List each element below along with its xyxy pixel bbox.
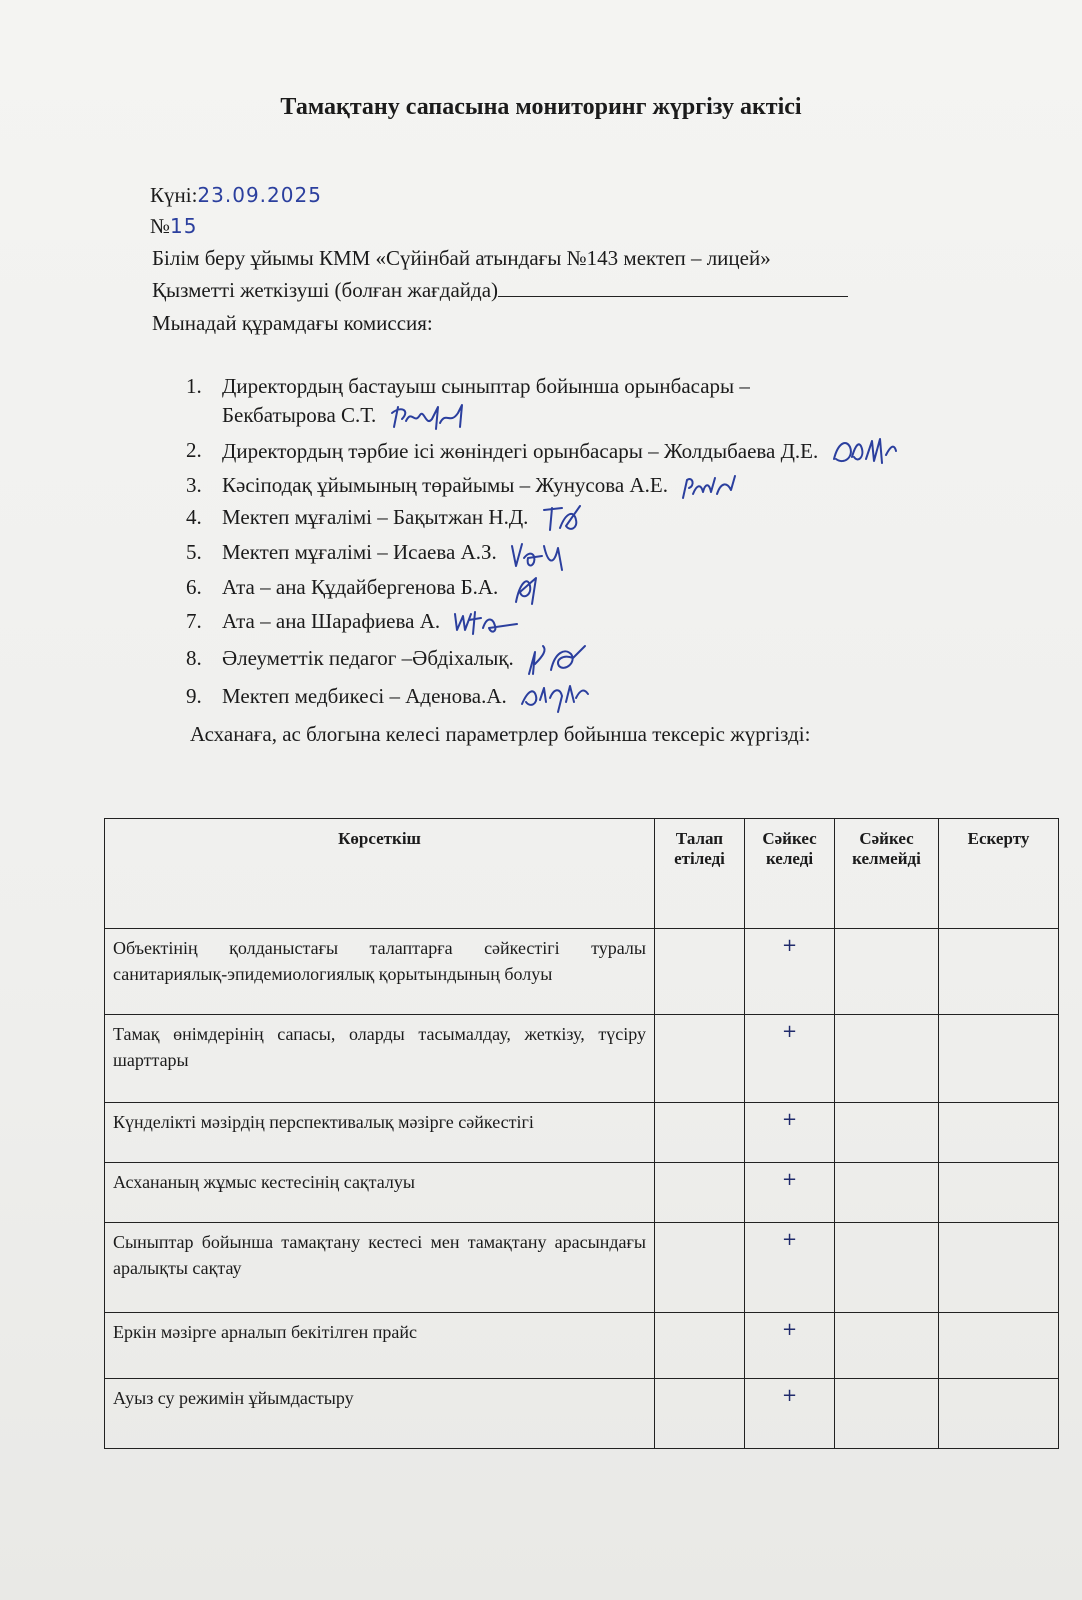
indicator-cell: Асхананың жұмыс кестесінің сақталуы (105, 1163, 655, 1223)
required-cell (655, 929, 745, 1015)
document-title: Тамақтану сапасына мониторинг жүргізу актісі (280, 94, 802, 120)
required-cell (655, 1015, 745, 1103)
commission-member: 5. Мектеп мұғалімі – Исаева А.З. (186, 536, 900, 572)
supplier-blank-field (498, 278, 848, 297)
indicator-cell: Ауыз су режимін ұйымдастыру (105, 1379, 655, 1449)
table-row (105, 1015, 1059, 1103)
number-label: № (150, 214, 171, 238)
header-noncompliant: Сәйкес келмейді (835, 819, 939, 929)
signature-3 (679, 472, 739, 502)
note-cell (939, 1103, 1059, 1163)
table-row (105, 1223, 1059, 1313)
supplier-label: Қызметті жеткізуші (болған жағдайда) (152, 278, 499, 302)
commission-member: 3. Кәсіподақ ұйымының төрайымы – Жунусова А.Е. (186, 471, 900, 502)
required-cell (655, 1313, 745, 1379)
signature-6 (510, 572, 544, 606)
organization-line: Білім беру ұйымы КММ «Сүйінбай атындағы №143 мектеп – лицей» (152, 246, 771, 270)
commission-member: 2. Директордың тәрбие ісі жөніндегі орынбасары – Жолдыбаева Д.Е. (186, 435, 900, 471)
header-note: Ескерту (939, 819, 1059, 929)
signature-4 (540, 502, 590, 536)
commission-member: 8. Әлеуметтік педагог –Әбдіхалық. (186, 640, 900, 680)
note-cell (939, 1313, 1059, 1379)
number-line (150, 214, 198, 239)
noncompliant-cell (835, 1163, 939, 1223)
date-label: Күні: (150, 183, 198, 207)
compliant-mark: + (745, 1379, 835, 1449)
supplier-line (152, 278, 848, 303)
signature-2 (830, 435, 900, 471)
header-compliant: Сәйкес келеді (745, 819, 835, 929)
date-line (150, 183, 322, 208)
noncompliant-cell (835, 1015, 939, 1103)
commission-member-list (186, 372, 900, 716)
header-required: Талап етіледі (655, 819, 745, 929)
compliant-mark: + (745, 1223, 835, 1313)
commission-member: 7. Ата – ана Шарафиева А. (186, 606, 900, 640)
commission-member: 9. Мектеп медбикесі – Аденова.А. (186, 680, 900, 716)
header-indicator: Көрсеткіш (105, 819, 655, 929)
indicator-cell: Сыныптар бойынша тамақтану кестесі мен тамақтану арасындағы аралықты сақтау (105, 1223, 655, 1313)
signature-9 (518, 680, 594, 716)
table-row (105, 1103, 1059, 1163)
noncompliant-cell (835, 1313, 939, 1379)
required-cell (655, 1223, 745, 1313)
note-cell (939, 1015, 1059, 1103)
noncompliant-cell (835, 929, 939, 1015)
indicator-cell: Тамақ өнімдерінің сапасы, оларды тасымалдау, жеткізу, түсіру шарттары (105, 1015, 655, 1103)
indicator-cell: Еркін мәзірге арналып бекітілген прайс (105, 1313, 655, 1379)
required-cell (655, 1379, 745, 1449)
date-value-handwritten: 23.09.2025 (197, 183, 322, 207)
signature-8 (525, 640, 595, 680)
table-header-row (105, 819, 1059, 929)
table-row (105, 1163, 1059, 1223)
compliant-mark: + (745, 1103, 835, 1163)
compliant-mark: + (745, 929, 835, 1015)
note-cell (939, 1223, 1059, 1313)
commission-member: 4. Мектеп мұғалімі – Бақытжан Н.Д. (186, 502, 900, 536)
table-row (105, 1313, 1059, 1379)
compliant-mark: + (745, 1313, 835, 1379)
noncompliant-cell (835, 1379, 939, 1449)
commission-heading: Мынадай құрамдағы комиссия: (152, 311, 433, 335)
signature-1 (388, 401, 478, 435)
signature-7 (451, 606, 523, 640)
required-cell (655, 1103, 745, 1163)
indicator-cell: Күнделікті мәзірдің перспективалық мәзірге сәйкестігі (105, 1103, 655, 1163)
note-cell (939, 1163, 1059, 1223)
noncompliant-cell (835, 1103, 939, 1163)
compliant-mark: + (745, 1015, 835, 1103)
inspection-intro: Асханаға, ас блогына келесі параметрлер бойынша тексеріс жүргізді: (190, 722, 811, 746)
required-cell (655, 1163, 745, 1223)
indicator-cell: Объектінің қолданыстағы талаптарға сәйкестігі туралы санитариялық-эпидемиологиялық қорытындының болуы (105, 929, 655, 1015)
inspection-table (104, 818, 1059, 1449)
commission-member: 6. Ата – ана Құдайбергенова Б.А. (186, 572, 900, 606)
table-row (105, 1379, 1059, 1449)
commission-member: 1. Директордың бастауыш сыныптар бойынша орынбасары – Бекбатырова С.Т. (186, 372, 900, 435)
table-row (105, 929, 1059, 1015)
compliant-mark: + (745, 1163, 835, 1223)
note-cell (939, 1379, 1059, 1449)
noncompliant-cell (835, 1223, 939, 1313)
signature-5 (508, 536, 568, 572)
number-value-handwritten: 15 (170, 214, 198, 238)
note-cell (939, 929, 1059, 1015)
